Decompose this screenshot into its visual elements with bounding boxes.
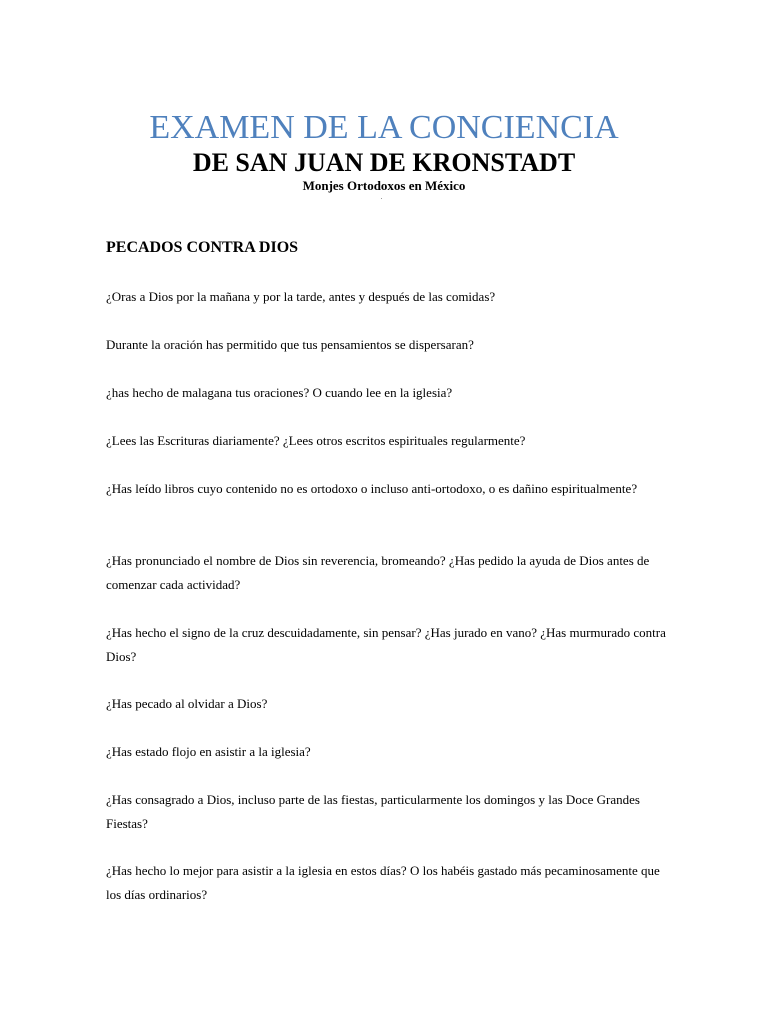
document-author: Monjes Ortodoxos en México [302,178,466,193]
decorative-dot [381,198,382,199]
question-10: ¿Has consagrado a Dios, incluso parte de las fiestas, particularmente los domingos y las Doce Grandes Fiestas? [106,792,640,831]
question-3: ¿has hecho de malagana tus oraciones? O cuando lee en la iglesia? [106,385,453,400]
question-7: ¿Has hecho el signo de la cruz descuidadamente, sin pensar? ¿Has jurado en vano? ¿Has murmurado contra Dios? [106,625,666,664]
document-subtitle: DE SAN JUAN DE KRONSTADT [192,148,576,177]
question-8: ¿Has pecado al olvidar a Dios? [106,696,268,711]
question-2: Durante la oración has permitido que tus pensamientos se dispersaran? [106,337,474,352]
question-9: ¿Has estado flojo en asistir a la iglesia? [106,744,311,759]
document-title: EXAMEN DE LA CONCIENCIA [149,109,619,146]
question-5: ¿Has leído libros cuyo contenido no es ortodoxo o incluso anti-ortodoxo, o es dañino espiritualmente? [106,481,638,496]
question-1: ¿Oras a Dios por la mañana y por la tarde, antes y después de las comidas? [106,289,496,304]
question-4: ¿Lees las Escrituras diariamente? ¿Lees otros escritos espirituales regularmente? [106,433,526,448]
section-heading: PECADOS CONTRA DIOS [106,239,299,256]
question-11: ¿Has hecho lo mejor para asistir a la iglesia en estos días? O los habéis gastado más pecaminosamente que los días ordinarios? [106,863,660,902]
question-6: ¿Has pronunciado el nombre de Dios sin reverencia, bromeando? ¿Has pedido la ayuda de Dios antes de comenzar cada actividad? [106,553,650,592]
